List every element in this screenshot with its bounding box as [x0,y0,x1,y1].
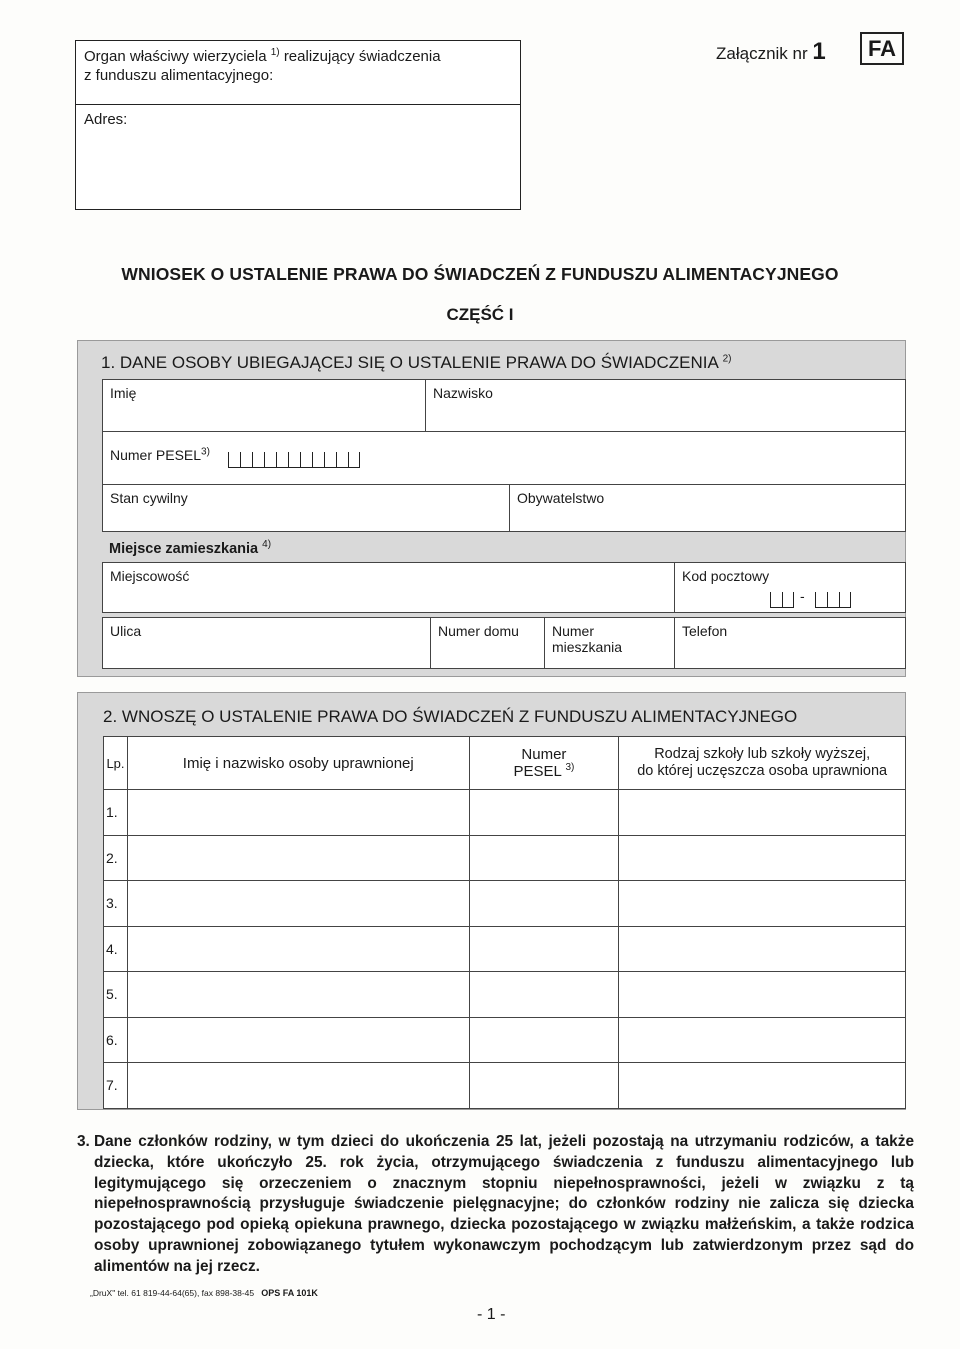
first-name-label: Imię [110,385,137,401]
section-2 [77,692,906,1110]
col-pesel-line1: Numer [521,746,567,763]
table-row [104,835,906,881]
row-number: 2. [104,835,128,881]
house-number-label: Numer domu [438,623,519,639]
table-row [104,972,906,1018]
attachment-prefix: Załącznik nr [716,44,808,63]
organ-label-line2: z funduszu alimentacyjnego: [84,67,274,84]
residence-footnote: 4) [262,539,272,551]
apartment-number-field[interactable] [544,617,675,669]
section-3-paragraph [77,1132,914,1278]
name-cell[interactable] [127,972,469,1018]
organ-label: Organ właściwy wierzyciela [84,48,267,65]
last-name-field[interactable] [425,379,906,432]
section-1-heading-text: 1. DANE OSOBY UBIEGAJĄCEJ SIĘ O USTALENIE PRAWA DO ŚWIADCZENIA [101,353,718,372]
name-cell[interactable] [127,926,469,972]
section-1-footnote: 2) [722,353,732,365]
col-school [619,737,906,790]
col-name: Imię i nazwisko osoby uprawnionej [127,737,469,790]
row-number: 6. [104,1017,128,1063]
table-row [104,790,906,836]
school-cell[interactable] [619,972,906,1018]
section-3-text: Dane członków rodziny, w tym dzieci do ukończenia 25 lat, jeżeli pozostają na utrzymaniu rodziców, a także dziecka, które ukończyło 25. rok życia, otrzymującego świadczenia z funduszu alimentacyjnego lub legitymującego się orzeczeniem o znacznym stopniu niepełnosprawności, jeżeli w związku z tą niepełnosprawnością przysługuje świadczenie pielęgnacyjne; do członków rodziny nie zalicza się dziecka pozostającego pod opieką opiekuna prawnego, dziecka pozostającego w związku małżeńskim, a także rodzica osoby uprawnionej zobowiązanego tytułem wykonawczym pochodzącym lub zatwierdzonym przez sąd do alimentów na jej rzecz. [94,1133,914,1275]
attachment-number: 1 [812,38,826,65]
school-cell[interactable] [619,1063,906,1109]
pesel-cell[interactable] [469,972,619,1018]
postal-code-dash: - [800,588,805,604]
name-cell[interactable] [127,790,469,836]
city-field[interactable] [102,562,675,613]
pesel-cell[interactable] [469,881,619,927]
postal-code-boxes-b[interactable] [815,592,851,608]
house-number-field[interactable] [430,617,545,669]
postal-code-boxes-a[interactable] [770,592,794,608]
organ-field[interactable] [76,41,520,105]
school-cell[interactable] [619,881,906,927]
city-label: Miejscowość [110,568,190,584]
page-title: WNIOSEK O USTALENIE PRAWA DO ŚWIADCZEŃ Z FUNDUSZU ALIMENTACYJNEGO [121,264,839,284]
phone-field[interactable] [674,617,906,669]
col-pesel-footnote: 3) [565,762,575,773]
postal-code-label: Kod pocztowy [682,568,770,584]
name-cell[interactable] [127,1063,469,1109]
pesel-cell[interactable] [469,926,619,972]
table-row [104,881,906,927]
table-row [104,926,906,972]
street-field[interactable] [102,617,431,669]
section-2-heading: 2. WNOSZĘ O USTALENIE PRAWA DO ŚWIADCZEŃ Z FUNDUSZU ALIMENTACYJNEGO [103,707,798,726]
residence-heading [109,541,271,557]
name-cell[interactable] [127,881,469,927]
attachment-label [716,38,826,66]
apartment-number-label: Numer mieszkania [552,623,623,655]
col-school-line2: do której uczęszcza osoba uprawniona [637,763,888,779]
part-title: CZĘŚĆ I [446,305,514,324]
pesel-cell[interactable] [469,790,619,836]
name-cell[interactable] [127,1017,469,1063]
table-row [104,1017,906,1063]
form-code-footer: OPS FA 101K [261,1288,318,1298]
row-number: 7. [104,1063,128,1109]
organ-footnote: 1) [270,47,280,58]
school-cell[interactable] [619,1017,906,1063]
phone-label: Telefon [682,623,728,639]
pesel-cell[interactable] [469,1063,619,1109]
marital-status-field[interactable] [102,484,510,532]
pesel-cell[interactable] [469,835,619,881]
col-lp: Lp. [104,737,128,790]
organ-label-rest: realizujący świadczenia [283,48,441,65]
postal-code-field[interactable] [674,562,906,613]
beneficiaries-table [103,736,906,1109]
row-number: 4. [104,926,128,972]
pesel-label: Numer PESEL [110,447,202,463]
first-name-field[interactable] [102,379,426,432]
pesel-footnote: 3) [201,446,210,458]
section-1-heading [101,353,732,373]
col-school-line1: Rodzaj szkoły lub szkoły wyższej, [654,746,871,762]
table-header-row [104,737,906,790]
citizenship-label: Obywatelstwo [517,490,605,506]
section-3-number: 3. [77,1133,90,1150]
name-cell[interactable] [127,835,469,881]
school-cell[interactable] [619,926,906,972]
address-label: Adres: [84,111,128,128]
printer-info: „DruX" tel. 61 819-44-64(65), fax 898-38-45 [90,1288,255,1298]
pesel-digit-boxes[interactable] [228,452,360,468]
page-number: - 1 - [477,1306,506,1323]
section-1 [77,340,906,677]
street-label: Ulica [110,623,142,639]
residence-label: Miejsce zamieszkania [109,541,259,557]
address-field[interactable] [76,105,520,134]
school-cell[interactable] [619,835,906,881]
form-code-badge: FA [860,32,904,65]
row-number: 5. [104,972,128,1018]
row-number: 1. [104,790,128,836]
last-name-label: Nazwisko [433,385,493,401]
col-pesel [469,737,619,790]
col-pesel-line2: PESEL [513,763,562,780]
citizenship-field[interactable] [509,484,906,532]
table-row [104,1063,906,1109]
school-cell[interactable] [619,790,906,836]
marital-status-label: Stan cywilny [110,490,188,506]
organ-box [75,40,521,210]
footer-printer-info [90,1288,318,1298]
pesel-field[interactable] [102,431,906,485]
pesel-cell[interactable] [469,1017,619,1063]
row-number: 3. [104,881,128,927]
